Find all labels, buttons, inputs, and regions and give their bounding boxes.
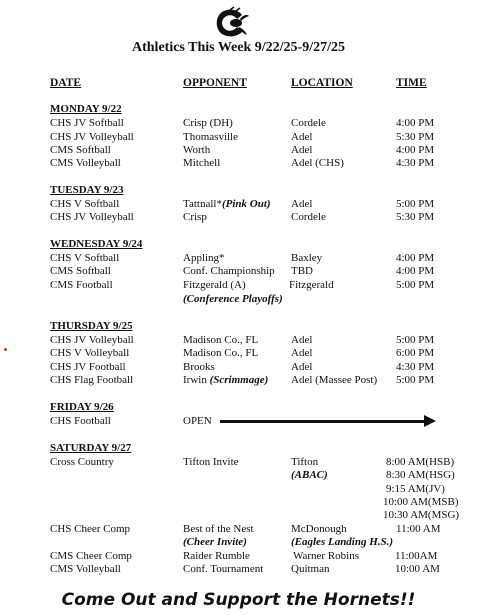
- event-opponent: Conf. Tournament: [183, 563, 264, 575]
- event-opponent: OPEN: [183, 415, 212, 427]
- event-location: Adel: [291, 347, 313, 359]
- event-location: Adel: [291, 144, 313, 156]
- event-time: 10:00 AM: [395, 563, 440, 575]
- event-location: Adel (CHS): [291, 157, 344, 169]
- event-team: CHS Football: [50, 415, 111, 427]
- event-team: CMS Softball: [50, 265, 111, 277]
- event-team: CHS JV Softball: [50, 117, 124, 129]
- event-time: 4:00 PM: [396, 265, 435, 277]
- event-team: CHS V Softball: [50, 198, 120, 210]
- day-heading-wednesday: WEDNESDAY 9/24: [50, 238, 143, 250]
- event-time: 5:30 PM: [396, 131, 435, 143]
- event-time: 10:30 AM(MSG): [383, 509, 460, 521]
- event-location: Warner Robins: [293, 550, 360, 562]
- day-heading-monday: MONDAY 9/22: [50, 103, 122, 115]
- event-team: CMS Softball: [50, 144, 111, 156]
- event-location: Tifton: [291, 456, 319, 468]
- event-time: 4:00 PM: [396, 252, 435, 264]
- event-note: (Conference Playoffs): [183, 293, 283, 305]
- event-note: (Scrimmage): [209, 374, 269, 386]
- event-team: CHS Cheer Comp: [50, 523, 131, 535]
- event-time: 6:00 PM: [396, 347, 435, 359]
- event-opponent: Raider Rumble: [183, 550, 250, 562]
- event-note: (Pink Out): [221, 198, 271, 210]
- event-location: Adel (Massee Post): [291, 374, 378, 386]
- event-opponent: [183, 198, 271, 211]
- event-time: 4:00 PM: [396, 144, 435, 156]
- page-title: Athletics This Week 9/22/25-9/27/25: [132, 40, 345, 55]
- footer-slogan: Come Out and Support the Hornets!!: [61, 590, 416, 610]
- event-location: Adel: [291, 361, 313, 373]
- event-time: 8:00 AM(HSB): [386, 456, 455, 468]
- event-opponent: Appling*: [183, 252, 225, 264]
- event-location: Adel: [291, 198, 313, 210]
- event-location: Cordele: [291, 117, 326, 129]
- event-opponent: Mitchell: [183, 157, 221, 169]
- event-time: 5:00 PM: [396, 198, 435, 210]
- event-time: 10:00 AM(MSB): [383, 496, 459, 508]
- event-time: 5:00 PM: [396, 334, 435, 346]
- opponent-name: Tattnall*: [183, 198, 222, 210]
- event-team: CHS V Softball: [50, 252, 120, 264]
- event-time: 8:30 AM(HSG): [386, 469, 455, 481]
- event-team: CHS JV Football: [50, 361, 126, 373]
- event-time: 4:30 PM: [396, 361, 435, 373]
- event-location: McDonough: [291, 523, 347, 535]
- event-opponent: Brooks: [183, 361, 215, 373]
- event-location: Quitman: [291, 563, 330, 575]
- event-location: Adel: [291, 131, 313, 143]
- event-team: Cross Country: [50, 456, 114, 468]
- event-opponent: Crisp: [183, 211, 207, 223]
- event-team: CHS JV Volleyball: [50, 131, 134, 143]
- event-note: (ABAC): [291, 469, 328, 481]
- event-time: 11:00 AM: [396, 523, 441, 535]
- event-team: CHS JV Volleyball: [50, 211, 134, 223]
- event-location: Fitzgerald: [289, 279, 334, 291]
- event-opponent: Worth: [183, 144, 211, 156]
- event-time: 4:00 PM: [396, 117, 435, 129]
- event-location: Adel: [291, 334, 313, 346]
- event-team: CMS Volleyball: [50, 157, 121, 169]
- event-note: (Cheer Invite): [183, 536, 247, 548]
- header-location: LOCATION: [291, 77, 353, 89]
- event-team: CHS Flag Football: [50, 374, 134, 386]
- event-opponent: Thomasville: [183, 131, 238, 143]
- event-time: 9:15 AM(JV): [386, 483, 445, 495]
- event-location: TBD: [291, 265, 313, 277]
- day-heading-tuesday: TUESDAY 9/23: [50, 184, 124, 196]
- event-opponent: Madison Co., FL: [183, 334, 259, 346]
- header-time: TIME: [396, 77, 427, 89]
- event-opponent: Madison Co., FL: [183, 347, 259, 359]
- day-heading-saturday: SATURDAY 9/27: [50, 442, 132, 454]
- hornet-c-logo-icon: [212, 6, 250, 40]
- event-time: 5:00 PM: [396, 374, 435, 386]
- event-time: 5:30 PM: [396, 211, 435, 223]
- event-team: CMS Cheer Comp: [50, 550, 132, 562]
- event-time: 5:00 PM: [396, 279, 435, 291]
- event-team: CMS Football: [50, 279, 113, 291]
- day-heading-friday: FRIDAY 9/26: [50, 401, 114, 413]
- header-opponent: OPPONENT: [183, 77, 247, 89]
- event-opponent: Best of the Nest: [183, 523, 254, 535]
- event-note: (Eagles Landing H.S.): [291, 536, 394, 548]
- opponent-name: Irwin: [183, 374, 207, 386]
- event-opponent: Conf. Championship: [183, 265, 275, 277]
- event-time: 4:30 PM: [396, 157, 435, 169]
- event-team: CMS Volleyball: [50, 563, 121, 575]
- event-opponent: [183, 374, 268, 387]
- day-heading-thursday: THURSDAY 9/25: [50, 320, 133, 332]
- event-team: CHS V Volleyball: [50, 347, 130, 359]
- event-location: Cordele: [291, 211, 326, 223]
- event-opponent: Fitzgerald (A): [183, 279, 246, 291]
- event-location: Baxley: [291, 252, 323, 264]
- event-opponent: Tifton Invite: [183, 456, 239, 468]
- event-time: 11:00AM: [395, 550, 438, 562]
- event-team: CHS JV Volleyball: [50, 334, 134, 346]
- header-date: DATE: [50, 77, 82, 89]
- event-opponent: Crisp (DH): [183, 117, 233, 129]
- stray-mark: [4, 348, 7, 351]
